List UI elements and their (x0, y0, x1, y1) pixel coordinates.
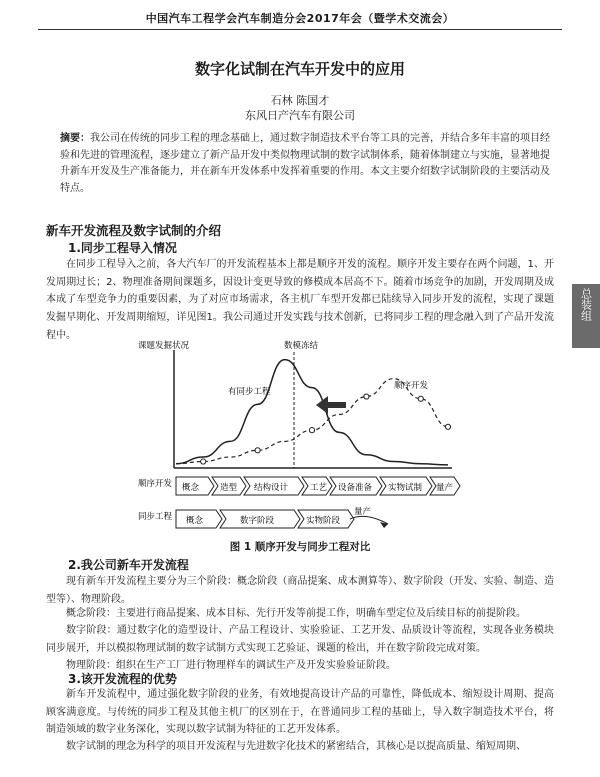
paragraph-concept-stage: 概念阶段：主要进行商品提案、成本目标、先行开发等前提工作，明确车型定位及后续目标的前提阶段。 (66, 608, 526, 619)
stage-label: 量产 (436, 483, 454, 493)
y-axis-label: 课题发掘状况 (138, 341, 190, 351)
stage-row-sequential (176, 477, 460, 495)
paper-title: 数字化试制在汽车开发中的应用 (194, 60, 405, 78)
side-tab-label: 总装组 (579, 288, 593, 321)
subsection-3-title: 3.该开发流程的优势 (68, 672, 177, 686)
series-point-sequential (418, 396, 423, 401)
section-title: 新车开发流程及数字试制的介绍 (46, 223, 222, 238)
series-point-sequential (255, 448, 260, 453)
figure-caption: 图 1 顺序开发与同步工程对比 (229, 541, 371, 553)
stage-label: 概念 (182, 483, 200, 493)
stage-label: 实物阶段 (306, 516, 341, 526)
abstract-label: 摘要： (60, 133, 90, 144)
paragraph-digital-stage: 数字阶段：通过数字化的造型设计、产品工程设计、实验验证、工艺开发、品质设计等流程，实现各业务模块同步展开，并以模拟物理试制的数字试制方式实现工艺验证、课题的检出，并在数字阶段完成对策。 (46, 625, 554, 654)
stage-label: 量产 (354, 507, 372, 517)
header-rule (38, 29, 562, 30)
stage-label: 结构设计 (254, 483, 289, 493)
paragraph-advantages: 新车开发流程中，通过强化数字阶段的业务，有效地提高设计产品的可靠性，降低成本、缩短设计周期、提高顾客满意度。与传统的同步工程及其他主机厂的区别在于，在普通同步工程的基础上，导入数字制造技术平台，将制造领域的数字业务深化，实现以数字试制为特征的工艺开发体系。 (46, 689, 554, 736)
stage-label: 工艺 (310, 483, 328, 493)
conference-header: 中国汽车工程学会汽车制造分会2017年会（暨学术交流会） (145, 12, 455, 25)
stage-row-sync (176, 506, 388, 528)
peak-label: 数模冻结 (284, 341, 319, 351)
stage-label: 实物试制 (388, 483, 423, 493)
stage-label: 数字阶段 (240, 516, 275, 526)
paragraph-stages: 现有新车开发流程主要分为三个阶段：概念阶段（商品提案、成本测算等）、数字阶段（开发、实验、制造、造型等）、物理阶段。 (46, 576, 554, 605)
paper-authors: 石林 陈国才 (270, 94, 330, 107)
series-point-sequential (201, 459, 206, 464)
side-tab (572, 284, 600, 348)
paragraph-sync-engineering: 在同步工程导入之前，各大汽车厂的开发流程基本上都是顺序开发的流程。顺序开发主要存在两个问题，1、开发周期过长；2、物理准备期间课题多，因设计变更导致的修模成本居高不下。随着市场竞争的加剧，开发周期及成本成了车型竞争力的重要因素，为了对应市场需求，各主机厂车型开发都已陆续导入同步开发的流程，实现了课题发掘早期化、开发周期缩短，详见图1。我公司通过开发实践与技术创新，已将同步工程的理念融入到了产品开发流程中。 (46, 259, 554, 341)
paragraph-physical-stage: 物理阶段：组织在生产工厂进行物理样车的调试生产及开发实验验证阶段。 (66, 660, 396, 671)
curve-label-sync: 有同步工程 (228, 387, 271, 397)
series-point-sequential (309, 428, 314, 433)
figure-1 (136, 338, 466, 534)
stage-label: 概念 (186, 516, 204, 526)
subsection-1-title: 1.同步工程导入情况 (68, 241, 177, 255)
abstract (60, 131, 550, 197)
stage-label: 造型 (220, 483, 238, 493)
abstract-text: 我公司在传统的同步工程的理念基础上，通过数字制造技术平台等工具的完善，并结合多年丰富的项目经验和先进的管理流程，逐步建立了新产品开发中类似物理试制的数字试制体系，随着体制建立与实施，显著地提升新车开发及生产准备能力，并在新车开发体系中发挥着重要的作用。本文主要介绍数字试制阶段的主要活动及特点。 (60, 133, 550, 194)
row-label-sync: 同步工程 (138, 512, 173, 522)
subsection-2-title: 2.我公司新车开发流程 (68, 558, 189, 572)
series-point-sequential (364, 394, 369, 399)
series-point-sequential (445, 424, 450, 429)
row-label-sequential: 顺序开发 (138, 479, 173, 489)
shift-arrow-icon (316, 396, 346, 414)
paper-affiliation: 东风日产汽车有限公司 (245, 109, 355, 122)
stage-label: 设备准备 (338, 483, 373, 493)
series-line-sync (176, 360, 448, 465)
series-line-sequential (176, 379, 448, 464)
paragraph-digital-trial: 数字试制的理念为科学的项目开发流程与先进数字化技术的紧密结合，其核心是以提高质量、缩短周期、 (66, 741, 526, 752)
curve-label-sequential: 顺序开发 (394, 381, 429, 391)
